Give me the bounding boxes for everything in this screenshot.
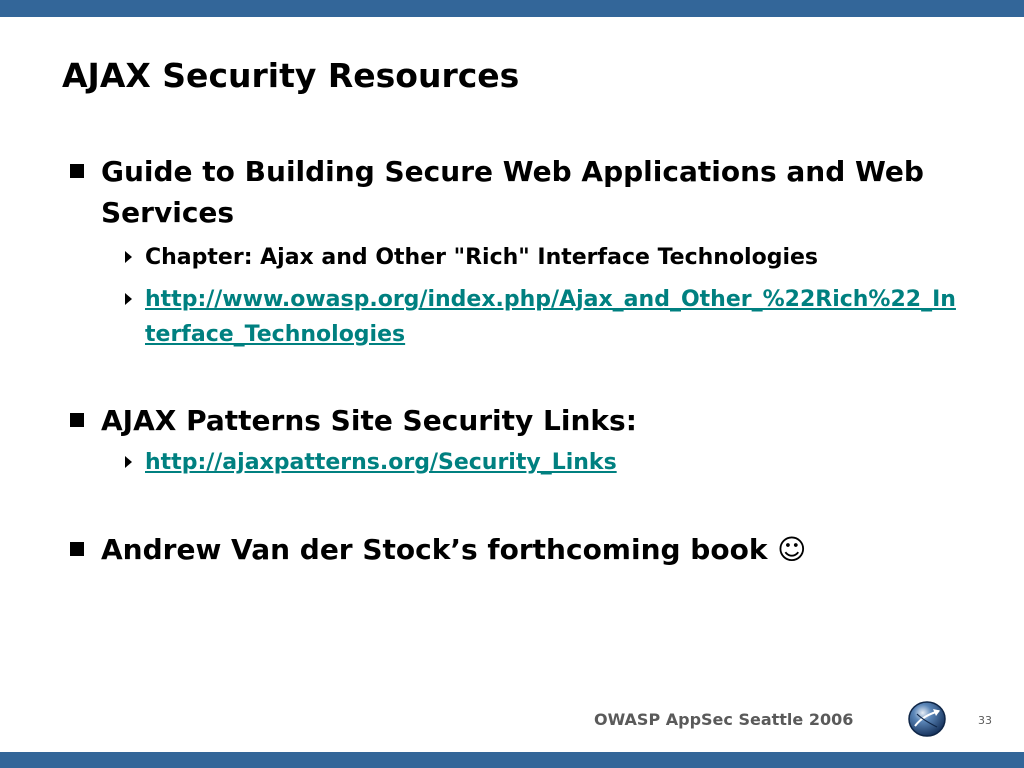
arrow-bullet-icon — [125, 456, 132, 468]
arrow-bullet-icon — [125, 251, 132, 263]
square-bullet-icon — [70, 413, 84, 427]
ajaxpatterns-link[interactable]: http://ajaxpatterns.org/Security_Links — [145, 450, 617, 475]
page-number: 33 — [978, 714, 992, 727]
square-bullet-icon — [70, 542, 84, 556]
square-bullet-icon — [70, 164, 84, 178]
bullet-item — [70, 400, 930, 441]
sub-bullet-text: Chapter: Ajax and Other "Rich" Interface Technologies — [145, 245, 819, 270]
sub-bullet-item — [122, 240, 982, 275]
footer-label: OWASP AppSec Seattle 2006 — [594, 710, 854, 729]
top-bar — [0, 0, 1024, 17]
bullet-text: Andrew Van der Stock’s forthcoming book ☺ — [101, 533, 807, 566]
slide-title: AJAX Security Resources — [62, 56, 520, 95]
arrow-bullet-icon — [125, 293, 132, 305]
sub-bullet-item — [122, 445, 982, 480]
owasp-ajax-link[interactable]: http://www.owasp.org/index.php/Ajax_and_Other_%22Rich%22_Interface_Technologies — [145, 287, 956, 347]
bullet-item — [70, 151, 930, 233]
bullet-text: AJAX Patterns Site Security Links: — [101, 404, 637, 437]
owasp-globe-logo-icon — [907, 700, 947, 738]
bottom-bar — [0, 752, 1024, 768]
bullet-item — [70, 529, 930, 570]
bullet-text: Guide to Building Secure Web Applications and Web Services — [101, 155, 924, 229]
sub-bullet-item — [122, 282, 966, 352]
